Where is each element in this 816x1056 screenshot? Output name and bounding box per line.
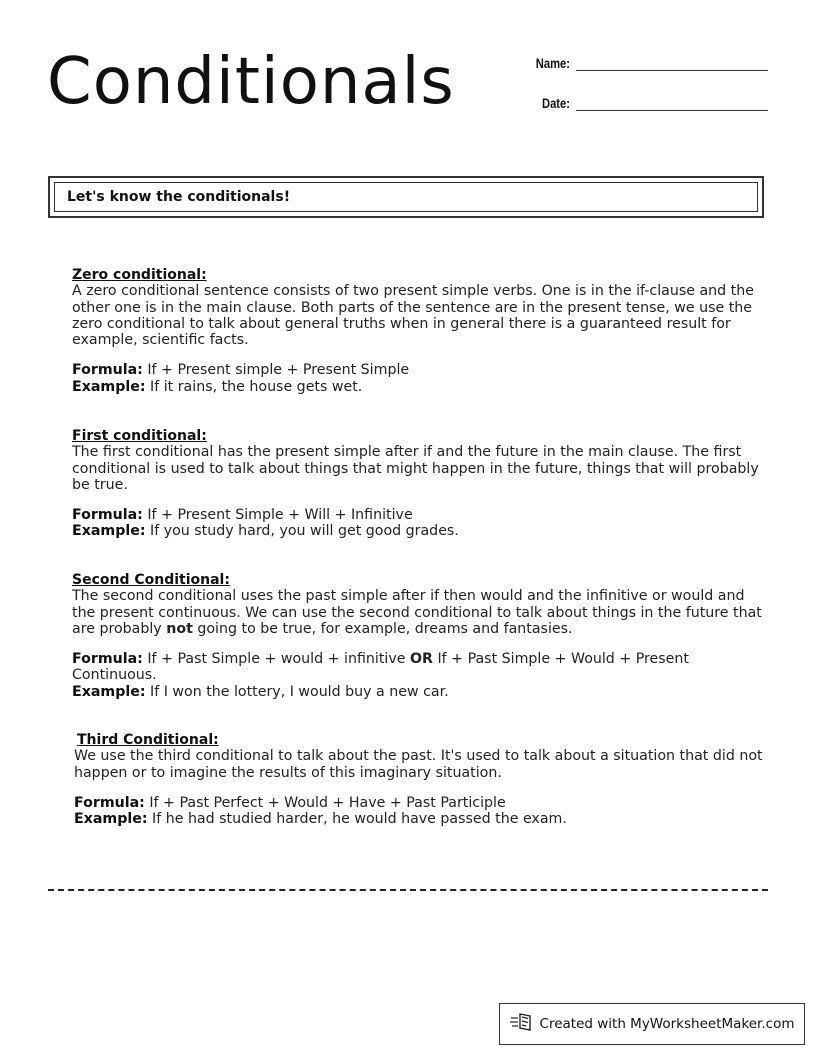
- formula-line: [72, 362, 772, 378]
- example-line: [72, 684, 772, 700]
- formula-line: [74, 795, 774, 811]
- body-text: going to be true, for example, dreams and fantasies.: [192, 620, 573, 637]
- example-label: Example:: [74, 811, 148, 828]
- section-second-conditional: [72, 572, 772, 700]
- section-body: We use the third conditional to talk about the past. It's used to talk about a situation that did not happen or to imagine the results of this imaginary situation.: [74, 748, 763, 781]
- section-first-conditional: [72, 428, 772, 540]
- page-title: Conditionals: [47, 45, 455, 119]
- section-body: The first conditional has the present simple after if and the future in the main clause. The first conditional is used to talk about things that might happen in the future, things that will probably be true.: [72, 444, 759, 493]
- body-text: The second conditional uses the past simple after if then would and the infinitive or would and the present continuous. We can use the second conditional to talk about things in the future that are probably: [72, 588, 762, 637]
- worksheet-maker-logo-icon: [510, 1012, 534, 1036]
- section-zero-conditional: [72, 267, 772, 395]
- emphasis-not: not: [166, 620, 193, 637]
- section-banner-inner: [54, 182, 758, 212]
- date-label: Date:: [541, 95, 570, 111]
- example-label: Example:: [72, 378, 146, 395]
- formula-line: [72, 651, 772, 684]
- banner-text: Let's know the conditionals!: [67, 189, 291, 205]
- section-heading: Second Conditional:: [72, 572, 230, 588]
- section-banner: [48, 176, 764, 218]
- footer-credit-text: Created with MyWorksheetMaker.com: [539, 1016, 795, 1032]
- formula-label: Formula:: [72, 651, 143, 668]
- name-label: Name:: [535, 55, 570, 71]
- formula-text: If + Present simple + Present Simple: [142, 362, 410, 379]
- example-label: Example:: [72, 683, 146, 700]
- example-text: If I won the lottery, I would buy a new car.: [145, 683, 449, 700]
- formula-text: If + Past Perfect + Would + Have + Past Participle: [144, 794, 506, 811]
- section-third-conditional: [74, 732, 774, 827]
- example-line: [72, 523, 772, 539]
- example-label: Example:: [72, 523, 146, 540]
- date-input-line[interactable]: [576, 92, 768, 111]
- formula-or: OR: [409, 651, 433, 668]
- example-line: [72, 379, 772, 395]
- example-text: If you study hard, you will get good grades.: [145, 523, 459, 540]
- name-input-line[interactable]: [576, 52, 768, 71]
- section-body: A zero conditional sentence consists of two present simple verbs. One is in the if-clause and the other one is in the main clause. Both parts of the sentence are in the present tense, we use the zero conditional to talk about general truths when in general there is a guaranteed result for example, scientific facts.: [72, 283, 754, 349]
- formula-label: Formula:: [74, 794, 145, 811]
- example-text: If it rains, the house gets wet.: [145, 378, 363, 395]
- name-field[interactable]: [510, 52, 768, 71]
- section-heading: Third Conditional:: [77, 732, 219, 748]
- section-heading: Zero conditional:: [72, 267, 207, 283]
- formula-text: If + Past Simple + Would + Present Continuous.: [72, 651, 689, 684]
- section-body: [72, 588, 772, 637]
- formula-block: [74, 795, 774, 828]
- footer-badge[interactable]: [499, 1003, 805, 1045]
- cut-line-divider: [48, 889, 768, 891]
- formula-text: If + Past Simple + would + infinitive: [142, 651, 410, 668]
- formula-text: If + Present Simple + Will + Infinitive: [142, 507, 413, 524]
- formula-label: Formula:: [72, 362, 143, 379]
- formula-block: [72, 362, 772, 395]
- section-heading: First conditional:: [72, 428, 207, 444]
- example-line: [74, 811, 774, 827]
- formula-block: [72, 651, 772, 700]
- example-text: If he had studied harder, he would have passed the exam.: [147, 811, 567, 828]
- date-field[interactable]: [510, 92, 768, 111]
- formula-label: Formula:: [72, 507, 143, 524]
- formula-block: [72, 507, 772, 540]
- formula-line: [72, 507, 772, 523]
